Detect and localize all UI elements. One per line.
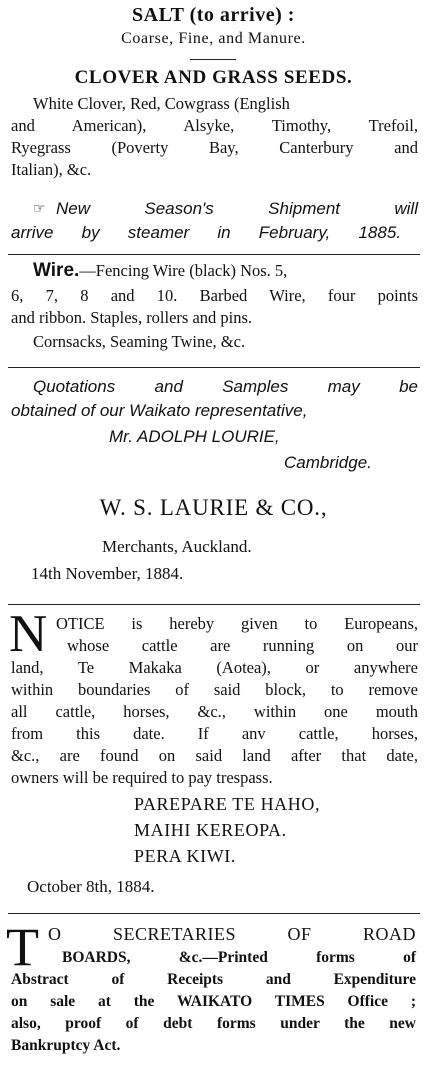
notice-line-8: owners will be required to pay trespass. (11, 768, 273, 787)
firm-name: W. S. LAURIE & CO., (99, 495, 328, 520)
firm-location: Merchants, Auckland. (102, 537, 252, 556)
section-divider (8, 913, 420, 914)
notice-date: October 8th, 1884. (27, 877, 155, 896)
seeds-heading: CLOVER AND GRASS SEEDS. (74, 67, 353, 88)
wire-line-4: Cornsacks, Seaming Twine, &c. (33, 332, 246, 351)
wire-label: Wire. (33, 260, 80, 281)
section-divider (8, 604, 420, 605)
secretaries-line-1: O SECRETARIES OF ROAD (48, 924, 416, 944)
representative-name: Mr. ADOLPH LOURIE, (109, 427, 280, 446)
signatory-2: MAIHI KEREOPA. (134, 820, 287, 840)
wire-line-2: 6, 7, 8 and 10. Barbed Wire, four points (11, 286, 418, 305)
representative-town: Cambridge. (284, 453, 372, 472)
notice-line-1: OTICE is hereby given to Europeans, (56, 614, 418, 633)
wire-line-1: —Fencing Wire (black) Nos. 5, (79, 261, 288, 280)
laurie-date: 14th November, 1884. (31, 564, 184, 583)
seeds-line-3: Ryegrass (Poverty Bay, Canterbury and (11, 138, 418, 157)
secretaries-line-5: also, proof of debt forms under the new (11, 1015, 416, 1032)
signatory-1: PAREPARE TE HAHO, (134, 794, 321, 814)
notice-line-2: whose cattle are running on our (67, 636, 418, 655)
secretaries-line-3: Abstract of Receipts and Expenditure (11, 971, 416, 988)
seeds-line-4: Italian), &c. (11, 160, 92, 179)
section-divider (8, 367, 420, 368)
notice-dropcap: N (9, 605, 48, 663)
salt-heading: SALT (to arrive) : (132, 4, 295, 26)
seeds-line-2: and American), Alsyke, Timothy, Trefoil, (11, 116, 418, 135)
seeds-line-1: White Clover, Red, Cowgrass (English (33, 94, 290, 113)
secretaries-line-2: BOARDS, &c.—Printed forms of (62, 949, 416, 966)
quotations-line-1: Quotations and Samples may be (33, 377, 418, 396)
notice-line-3: land, Te Makaka (Aotea), or anywhere (11, 658, 418, 677)
notice-line-4: within boundaries of said block, to remove (11, 680, 418, 699)
section-divider (8, 254, 420, 255)
secretaries-line-4: on sale at the WAIKATO TIMES Office ; (11, 993, 416, 1010)
notice-line-6: from this date. If anv cattle, horses, (11, 724, 418, 743)
shipment-line-2: arrive by steamer in February, 1885. (11, 223, 401, 242)
salt-grades: Coarse, Fine, and Manure. (121, 30, 306, 47)
signatory-3: PERA KIWI. (134, 846, 236, 866)
short-divider (190, 59, 236, 60)
quotations-line-2: obtained of our Waikato representative, (11, 401, 308, 420)
shipment-line-1: New Season's Shipment will (56, 199, 418, 218)
secretaries-line-6: Bankruptcy Act. (11, 1037, 121, 1054)
notice-line-7: &c., are found on said land after that date, (11, 746, 418, 765)
wire-line-3: and ribbon. Staples, rollers and pins. (11, 308, 253, 327)
pointing-hand-icon: ☞ (33, 200, 46, 216)
secretaries-dropcap: T (6, 917, 39, 977)
notice-line-5: all cattle, horses, &c., within one mouth (11, 702, 418, 721)
